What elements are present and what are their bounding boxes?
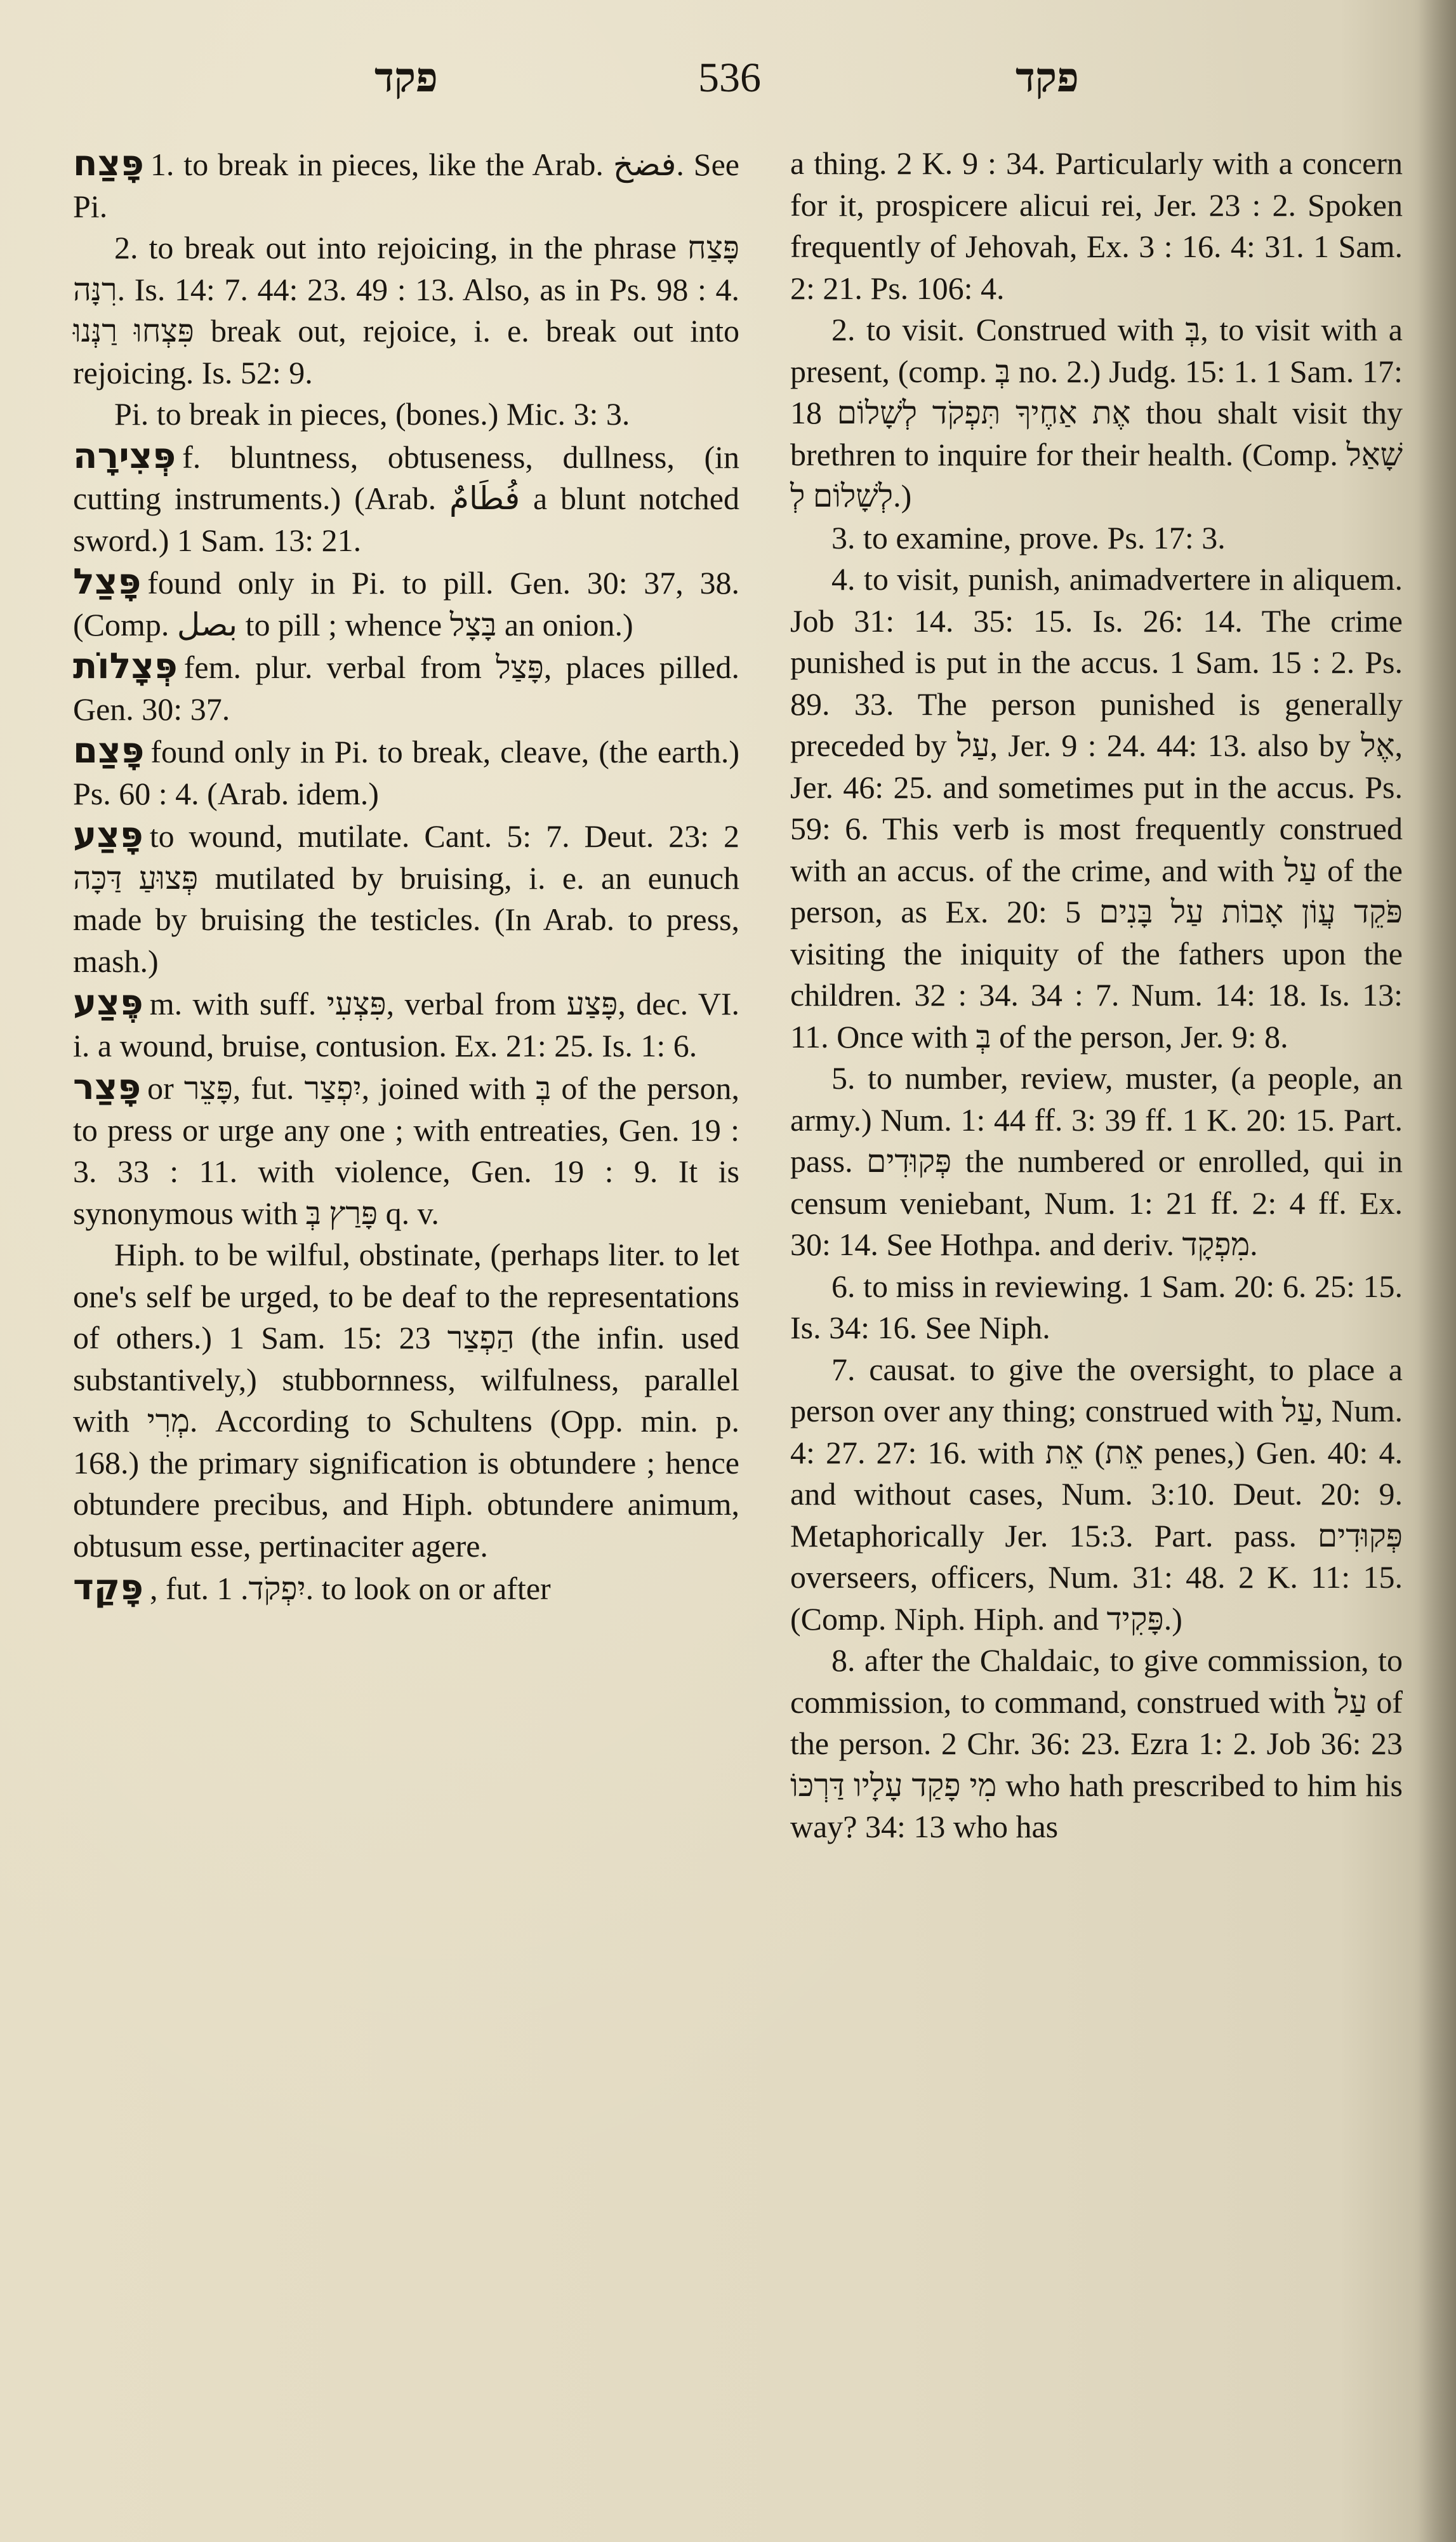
left-column: [73, 143, 739, 1610]
dictionary-entry: [73, 143, 739, 227]
entry-paragraph: [790, 1349, 1403, 1640]
entry-text: 2. to break out into rejoicing, in the phrase פָּצַח רִנָּה. Is. 14: 7. 44: 23. 49 : 13. Also, as in Ps. 98 : 4. פִּצְחוּ רַנְּנוּ break out, rejoice, i. e. break out into rejoicing. Is. 52: 9.: [73, 230, 739, 390]
dictionary-entry: [73, 436, 739, 562]
entry-headword: פָּקַד: [73, 1567, 143, 1608]
entry-headword: פְּצָלוֹת: [73, 646, 178, 687]
entry-headword: פָּצַע: [73, 815, 143, 856]
dictionary-entry: [73, 646, 739, 730]
entry-text: 3. to examine, prove. Ps. 17: 3.: [831, 519, 1226, 556]
entry-paragraph: [790, 143, 1403, 309]
entry-headword: פֶּצַע: [73, 982, 143, 1023]
entry-paragraph: [790, 1058, 1403, 1266]
entry-paragraph: [790, 1640, 1403, 1848]
entry-text: 7. causat. to give the oversight, to place a person over any thing; construed with עַל, Num. 4: 27. 27: 16. with אֵת (אֵת penes,) Gen. 40: 4. and without cases, Num. 3:10. Deut. 20: 9. Metaphorically Jer. 15:3. Part. pass. פְּקוּדִים overseers, officers, Num. 31: 48. 2 K. 11: 15. (Comp. Niph. Hiph. and פָּקִיד.): [790, 1351, 1403, 1637]
entry-text: 2. to visit. Construed with בְּ, to visit with a present, (comp. בְּ no. 2.) Judg. 15: 1. 1 Sam. 17: 18 אֶת אַחֶיךָ תִּפְקֹד לְשָׁלוֹם thou shalt visit thy brethren to inquire for their health. (Comp. שָׁאַל לְשָׁלוֹם לְ.): [790, 312, 1403, 514]
entry-paragraph: [790, 559, 1403, 1058]
dictionary-entry: [73, 1567, 739, 1610]
entry-text: a thing. 2 K. 9 : 34. Particularly with a concern for it, prospicere alicui rei, Jer. 23 : 2. Spoken frequently of Jehovah, Ex. 3 : 16. 4: 31. 1 Sam. 2: 21. Ps. 106: 4.: [790, 145, 1403, 306]
entry-text: 8. after the Chaldaic, to give commission, to commission, to command, construed with עַל of the person. 2 Chr. 36: 23. Ezra 1: 2. Job 36: 23 מִי פָקַד עָלָיו דַּרְכּוֹ who hath prescribed to him his way? 34: 13 who has: [790, 1642, 1403, 1844]
running-head-left-word: פקד: [374, 54, 438, 102]
entry-text: , fut. יִפְקֹד. 1. to look on or after: [150, 1571, 551, 1606]
entry-text: 4. to visit, punish, animadvertere in aliquem. Job 31: 14. 35: 15. Is. 26: 14. The crime punished is put in the accus. 1 Sam. 15 : 2. Ps. 89. 33. The person punished is generally preceded by עַל, Jer. 9 : 24. 44: 13. also by אֶל, Jer. 46: 25. and sometimes put in the accus. Ps. 59: 6. This verb is most frequently construed with an accus. of the crime, and with עַל of the person, as Ex. 20: 5 פֹּקֵד עֲוֹן אָבוֹת עַל בָּנִים visiting the iniquity of the fathers upon the children. 32 : 34. 34 : 7. Num. 14: 18. Is. 13: 11. Once with בְּ of the person, Jer. 9: 8.: [790, 561, 1403, 1055]
entry-text: fem. plur. verbal from פָּצַל, places pilled. Gen. 30: 37.: [73, 649, 739, 727]
entry-headword: פָּצַל: [73, 561, 142, 602]
entry-paragraph: [790, 309, 1403, 517]
entry-paragraph: [790, 1266, 1403, 1349]
dictionary-entry: [73, 730, 739, 815]
entry-headword: פָּצַם: [73, 730, 145, 771]
page-number: 536: [698, 55, 761, 101]
dictionary-entry: [73, 815, 739, 982]
entry-headword: פְּצִירָה: [73, 435, 176, 477]
entry-paragraph: [73, 227, 739, 394]
right-column: [790, 143, 1403, 1848]
entry-text: Pi. to break in pieces, (bones.) Mic. 3: 3.: [114, 396, 630, 432]
entry-text: found only in Pi. to pill. Gen. 30: 37, 38. (Comp. بصل to pill ; whence בָּצָל an onion.): [73, 565, 739, 642]
dictionary-entry: [73, 982, 739, 1067]
page-edge-shadow: [1418, 0, 1456, 2542]
entry-headword: פָּצַח: [73, 143, 144, 184]
entry-text: 6. to miss in reviewing. 1 Sam. 20: 6. 25: 15. Is. 34: 16. See Niph.: [790, 1268, 1403, 1345]
entry-paragraph: [790, 517, 1403, 559]
entry-text: found only in Pi. to break, cleave, (the earth.) Ps. 60 : 4. (Arab. idem.): [73, 734, 739, 811]
dictionary-entry: [73, 1067, 739, 1234]
entry-text: Hiph. to be wilful, obstinate, (perhaps liter. to let one's self be urged, to be deaf to the representations of others.) 1 Sam. 15: 23 הַפְצַר (the infin. used substantively,) stubbornness, wilfulness, parallel with מְרִי. According to Schultens (Opp. min. p. 168.) the primary signification is obtundere ; hence obtundere precibus, and Hiph. obtundere animum, obtusum esse, pertinaciter agere.: [73, 1237, 739, 1564]
entry-headword: פָּצַר: [73, 1067, 142, 1108]
entry-text: f. bluntness, obtuseness, dullness, (in cutting instruments.) (Arab. فُطَامٌ a blunt notched sword.) 1 Sam. 13: 21.: [73, 439, 739, 558]
entry-paragraph: [73, 1234, 739, 1567]
running-head: [0, 50, 1456, 107]
dictionary-entry: [73, 561, 739, 646]
entry-text: m. with suff. פִּצְעִי, verbal from פָּצַע, dec. VI. i. a wound, bruise, contusion. Ex. 21: 25. Is. 1: 6.: [73, 986, 739, 1063]
entry-text: to wound, mutilate. Cant. 5: 7. Deut. 23: 2 פְּצוּעַ דַּכָּה mutilated by bruising, i. e. an eunuch made by bruising the testicles. (In Arab. to press, mash.): [73, 818, 739, 979]
entry-text: or פָּצֵר, fut. יִפְצַר, joined with בְּ of the person, to press or urge any one ; with entreaties, Gen. 19 : 3. 33 : 11. with violence, Gen. 19 : 9. It is synonymous with פָּרַץ בְּ q. v.: [73, 1070, 739, 1231]
running-head-right-word: פקד: [1016, 54, 1079, 102]
entry-paragraph: [73, 394, 739, 436]
entry-text: 5. to number, review, muster, (a people, an army.) Num. 1: 44 ff. 3: 39 ff. 1 K. 20: 15. Part. pass. פְּקוּדִים the numbered or enrolled, qui in censum veniebant, Num. 1: 21 ff. 2: 4 ff. Ex. 30: 14. See Hothpa. and deriv. מִפְקָד.: [790, 1060, 1403, 1262]
entry-text: 1. to break in pieces, like the Arab. فضخ. See Pi.: [73, 147, 739, 224]
